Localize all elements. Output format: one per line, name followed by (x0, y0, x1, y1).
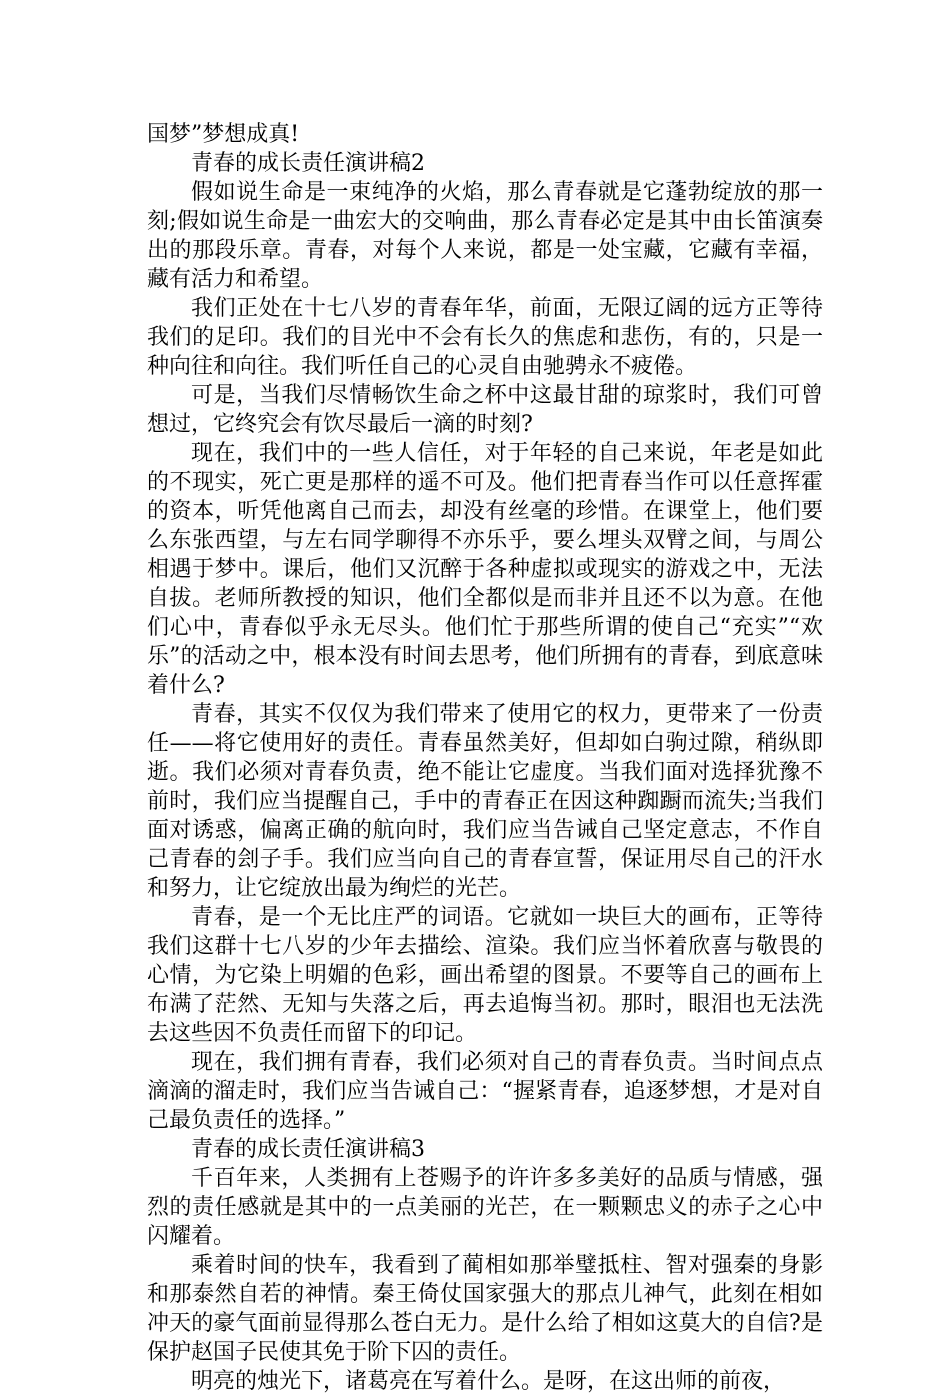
section-heading-3: 青春的成长责任演讲稿3 (191, 1137, 425, 1162)
paragraph: 青春，其实不仅仅为我们带来了使用它的权力，更带来了一份责任——将它使用好的责任。青春虽然美好，但却如白驹过隙，稍纵即逝。我们必须对青春负责，绝不能让它虚度。当我们面对选择犹豫不前时，我们应当提醒自己，手中的青春正在因这种踟蹰而流失;当我们面对诱惑，偏离正确的航向时，我们应当告诫自己坚定意志，不作自己青春的刽子手。我们应当向自己的青春宣誓，保证用尽自己的汗水和努力，让它绽放出最为绚烂的光芒。 (147, 702, 823, 901)
document-body (147, 120, 823, 1396)
paragraph: 现在，我们中的一些人信任，对于年轻的自己来说，年老是如此的不现实，死亡更是那样的遥不可及。他们把青春当作可以任意挥霍的资本，听凭他离自己而去，却没有丝毫的珍惜。在课堂上，他们要么东张西望，与左右同学聊得不亦乐乎，要么埋头双臂之间，与周公相遇于梦中。课后，他们又沉醉于各种虚拟或现实的游戏之中，无法自拔。老师所教授的知识，他们全都似是而非并且还不以为意。在他们心中，青春似乎永无尽头。他们忙于那些所谓的使自己“充实”“欢乐”的活动之中，根本没有时间去思考，他们所拥有的青春，到底意味着什么? (147, 441, 823, 698)
paragraph: 可是，当我们尽情畅饮生命之杯中这最甘甜的琼浆时，我们可曾想过，它终究会有饮尽最后一滴的时刻? (147, 383, 823, 437)
paragraph: 千百年来，人类拥有上苍赐予的许许多多美好的品质与情感，强烈的责任感就是其中的一点美丽的光芒，在一颗颗忠义的赤子之心中闪耀着。 (147, 1166, 823, 1249)
paragraph: 乘着时间的快车，我看到了蔺相如那举璧抵柱、智对强秦的身影和那泰然自若的神情。秦王倚仗国家强大的那点儿神气，此刻在相如冲天的豪气面前显得那么苍白无力。是什么给了相如这莫大的自信?是保护赵国子民使其免于阶下囚的责任。 (147, 1253, 823, 1365)
paragraph: 我们正处在十七八岁的青春年华，前面，无限辽阔的远方正等待我们的足印。我们的目光中不会有长久的焦虑和悲伤，有的，只是一种向往和向往。我们听任自己的心灵自由驰骋永不疲倦。 (147, 296, 823, 379)
paragraph: 假如说生命是一束纯净的火焰，那么青春就是它蓬勃绽放的那一刻;假如说生命是一曲宏大的交响曲，那么青春必定是其中由长笛演奏出的那段乐章。青春，对每个人来说，都是一处宝藏，它藏有幸福，藏有活力和希望。 (147, 180, 823, 292)
section-heading-2: 青春的成长责任演讲稿2 (191, 151, 425, 176)
paragraph: 现在，我们拥有青春，我们必须对自己的青春负责。当时间点点滴滴的溜走时，我们应当告诫自己：“握紧青春，追逐梦想，才是对自己最负责任的选择。” (147, 1050, 823, 1133)
paragraph: 明亮的烛光下，诸葛亮在写着什么。是呀，在这出师的前夜， (191, 1369, 786, 1394)
paragraph: 青春，是一个无比庄严的词语。它就如一块巨大的画布，正等待我们这群十七八岁的少年去描绘、渲染。我们应当怀着欣喜与敬畏的心情，为它染上明媚的色彩，画出希望的图景。不要等自己的画布上布满了茫然、无知与失落之后，再去追悔当初。那时，眼泪也无法洗去这些因不负责任而留下的印记。 (147, 905, 823, 1046)
paragraph-continuation: 国梦”梦想成真! (147, 122, 300, 147)
